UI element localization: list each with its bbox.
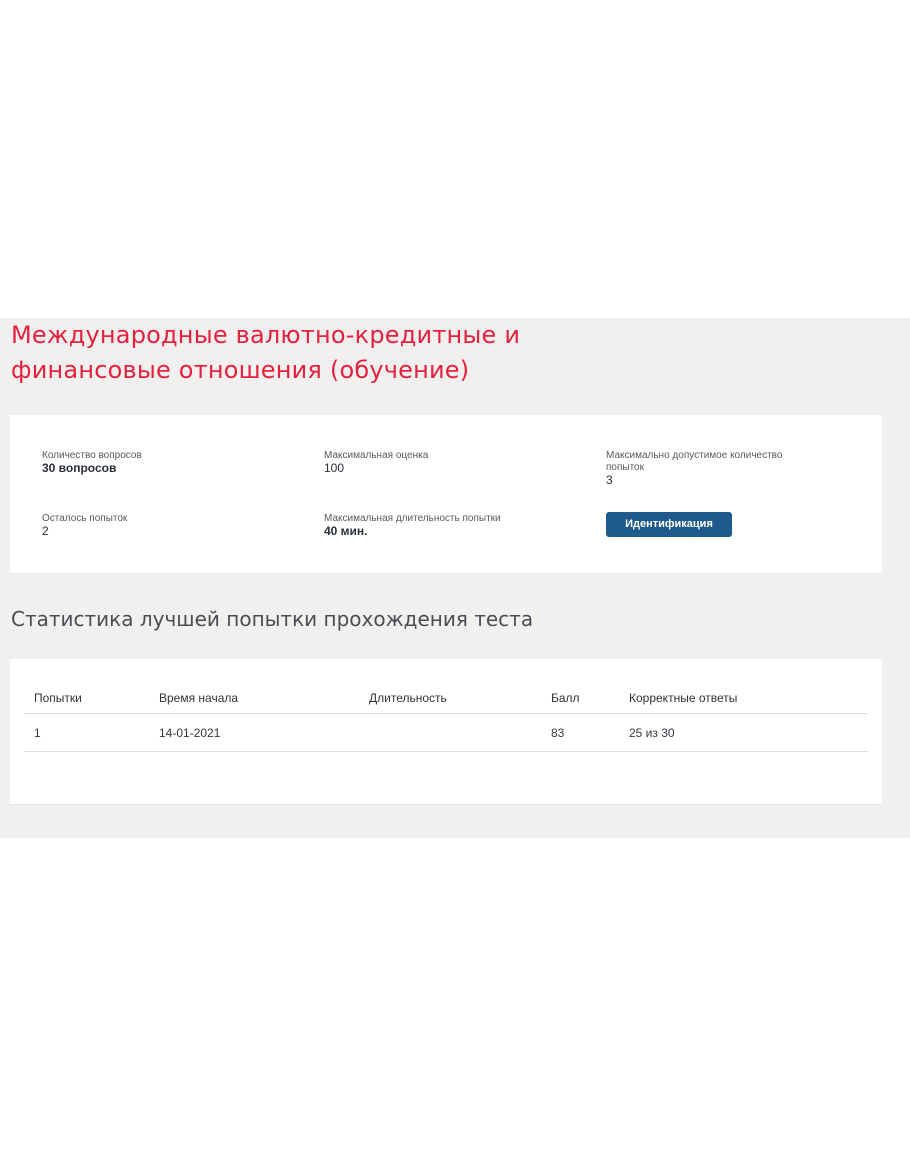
- column-header-score: Балл: [541, 682, 619, 714]
- max-score-label: Максимальная оценка: [324, 450, 429, 461]
- stats-section-title: Статистика лучшей попытки прохождения теста: [11, 607, 534, 631]
- stats-card: [10, 659, 882, 805]
- max-score-value: 100: [324, 461, 345, 475]
- cell-duration: [359, 714, 541, 752]
- cell-correct-answers: 25 из 30: [619, 714, 868, 752]
- remaining-attempts-item: [42, 513, 272, 538]
- course-title: Международные валютно-кредитные и финансовые отношения (обучение): [11, 321, 521, 384]
- questions-count-item: [42, 450, 272, 475]
- questions-count-value: 30 вопросов: [42, 461, 117, 475]
- questions-count-label: Количество вопросов: [42, 450, 142, 461]
- max-duration-item: [324, 513, 554, 538]
- max-attempts-label: Максимально допустимое количество попыток: [606, 450, 783, 473]
- cell-score: 83: [541, 714, 619, 752]
- column-header-duration: Длительность: [359, 682, 541, 714]
- max-score-item: [324, 450, 554, 475]
- cell-attempt: 1: [24, 714, 149, 752]
- column-header-attempts: Попытки: [24, 682, 149, 714]
- table-row: [24, 714, 868, 752]
- max-attempts-item: [606, 450, 821, 487]
- max-duration-value: 40 мин.: [324, 524, 368, 538]
- test-info-card: [10, 415, 882, 574]
- remaining-attempts-value: 2: [42, 524, 49, 538]
- identification-button[interactable]: Идентификация: [606, 512, 732, 537]
- remaining-attempts-label: Осталось попыток: [42, 513, 128, 524]
- cell-start-time: 14-01-2021: [149, 714, 359, 752]
- max-duration-label: Максимальная длительность попытки: [324, 513, 501, 524]
- max-attempts-value: 3: [606, 473, 613, 487]
- column-header-correct-answers: Корректные ответы: [619, 682, 868, 714]
- column-header-start-time: Время начала: [149, 682, 359, 714]
- stats-table: [24, 682, 868, 752]
- stats-table-header-row: [24, 682, 868, 714]
